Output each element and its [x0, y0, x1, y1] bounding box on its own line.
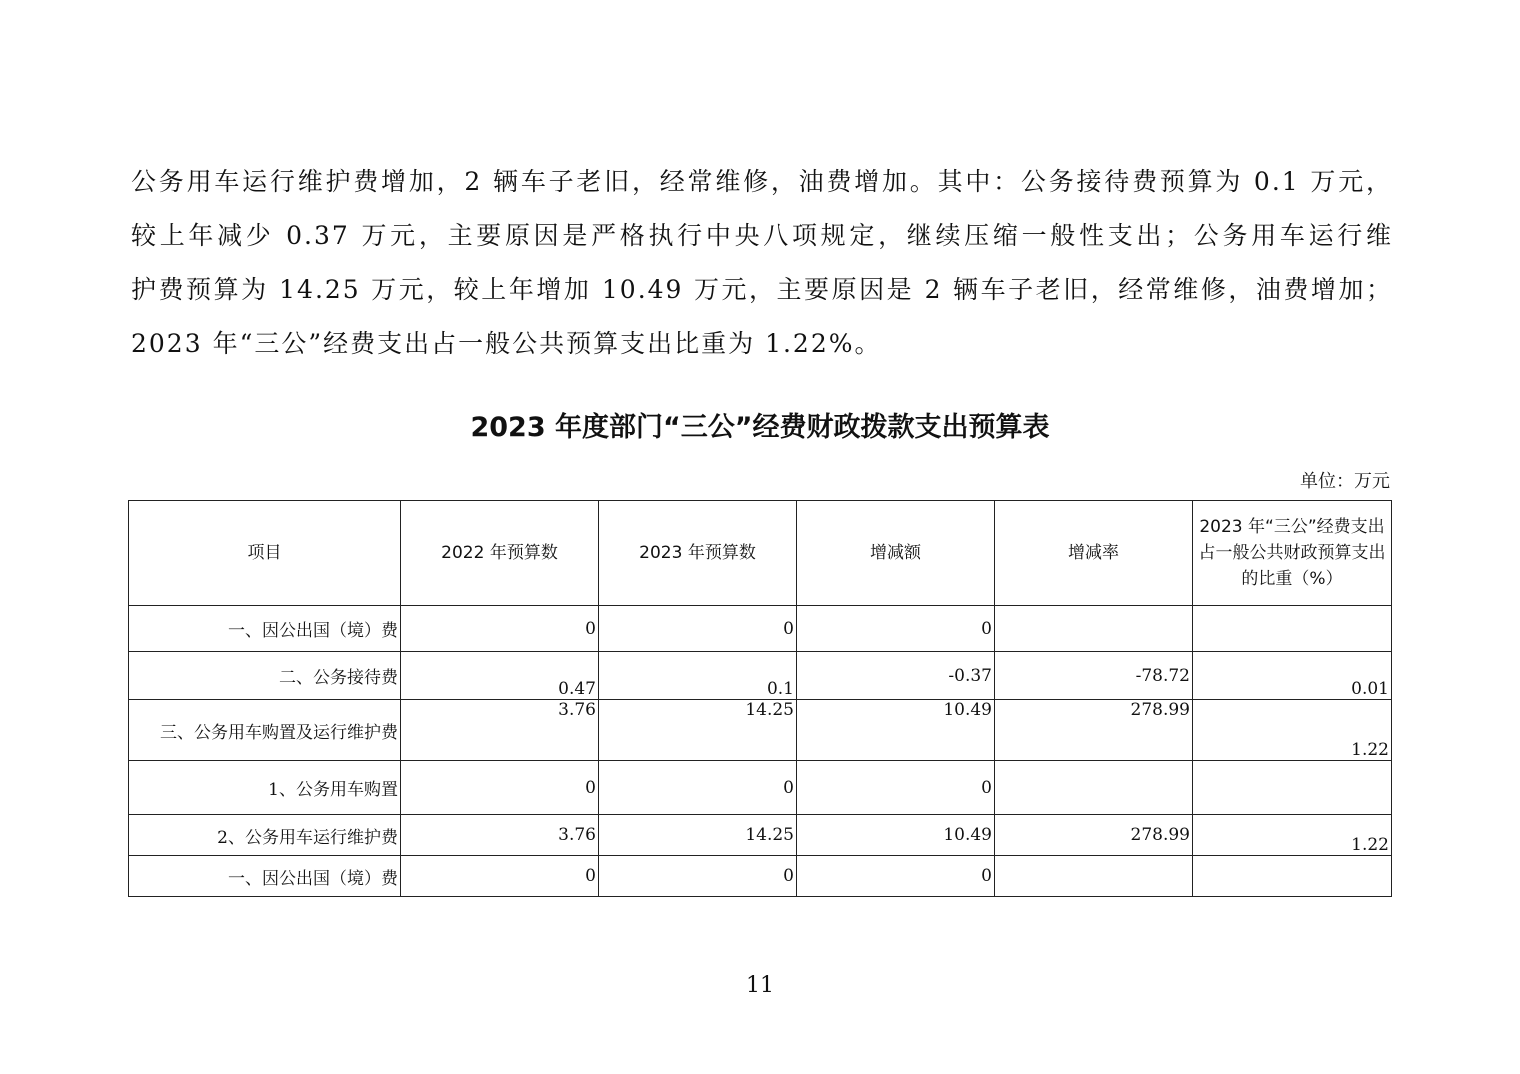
- cell-share: 1.22: [1193, 700, 1392, 761]
- cell-item: 1、公务用车购置: [129, 761, 401, 815]
- cell-share: [1193, 761, 1392, 815]
- cell-rate: [995, 761, 1193, 815]
- table-header-row: [129, 501, 1392, 606]
- cell-budget-2023: 0: [599, 606, 797, 652]
- cell-item: 2、公务用车运行维护费: [129, 815, 401, 856]
- cell-budget-2023: 14.25: [599, 815, 797, 856]
- cell-budget-2023: 0: [599, 856, 797, 897]
- paragraph-line: 较上年减少 0.37 万元，主要原因是严格执行中央八项规定，继续压缩一般性支出；公务用车运行维: [131, 221, 1393, 250]
- cell-rate: -78.72: [995, 652, 1193, 700]
- header-share: 2023 年“三公”经费支出占一般公共财政预算支出的比重（%）: [1193, 501, 1392, 606]
- cell-rate: [995, 856, 1193, 897]
- cell-budget-2023: 14.25: [599, 700, 797, 761]
- cell-budget-2022: 0: [401, 606, 599, 652]
- budget-table: [128, 500, 1392, 897]
- paragraph-line: 2023 年“三公”经费支出占一般公共预算支出比重为 1.22%。: [131, 329, 882, 358]
- page-number: 11: [746, 973, 774, 998]
- cell-change: -0.37: [797, 652, 995, 700]
- header-budget-2022: 2022 年预算数: [401, 501, 599, 606]
- cell-item: 一、因公出国（境）费: [129, 856, 401, 897]
- cell-share: 0.01: [1193, 652, 1392, 700]
- cell-item: 三、公务用车购置及运行维护费: [129, 700, 401, 761]
- cell-share: 1.22: [1193, 815, 1392, 856]
- header-rate: 增减率: [995, 501, 1193, 606]
- cell-rate: [995, 606, 1193, 652]
- table-row: [129, 815, 1392, 856]
- cell-change: 0: [797, 856, 995, 897]
- header-budget-2023: 2023 年预算数: [599, 501, 797, 606]
- header-change: 增减额: [797, 501, 995, 606]
- cell-change: 0: [797, 606, 995, 652]
- table-row: [129, 700, 1392, 761]
- cell-change: 10.49: [797, 815, 995, 856]
- cell-change: 0: [797, 761, 995, 815]
- cell-share: [1193, 606, 1392, 652]
- cell-budget-2023: 0.1: [599, 652, 797, 700]
- cell-budget-2022: 3.76: [401, 700, 599, 761]
- cell-item: 一、因公出国（境）费: [129, 606, 401, 652]
- cell-rate: 278.99: [995, 815, 1193, 856]
- header-item: 项目: [129, 501, 401, 606]
- cell-item: 二、公务接待费: [129, 652, 401, 700]
- unit-label: 单位：万元: [1300, 471, 1390, 492]
- table-title: 2023 年度部门“三公”经费财政拨款支出预算表: [470, 412, 1050, 443]
- cell-budget-2022: 0.47: [401, 652, 599, 700]
- paragraph-line: 护费预算为 14.25 万元，较上年增加 10.49 万元，主要原因是 2 辆车子老旧，经常维修，油费增加；: [131, 275, 1393, 304]
- cell-budget-2023: 0: [599, 761, 797, 815]
- cell-rate: 278.99: [995, 700, 1193, 761]
- table-row: [129, 761, 1392, 815]
- paragraph-line: 公务用车运行维护费增加，2 辆车子老旧，经常维修，油费增加。其中：公务接待费预算为 0.1 万元，: [131, 167, 1393, 196]
- table-row: [129, 606, 1392, 652]
- cell-change: 10.49: [797, 700, 995, 761]
- table-row: [129, 856, 1392, 897]
- cell-budget-2022: 3.76: [401, 815, 599, 856]
- body-paragraph: [131, 155, 1393, 371]
- cell-budget-2022: 0: [401, 761, 599, 815]
- cell-share: [1193, 856, 1392, 897]
- table-row: [129, 652, 1392, 700]
- cell-budget-2022: 0: [401, 856, 599, 897]
